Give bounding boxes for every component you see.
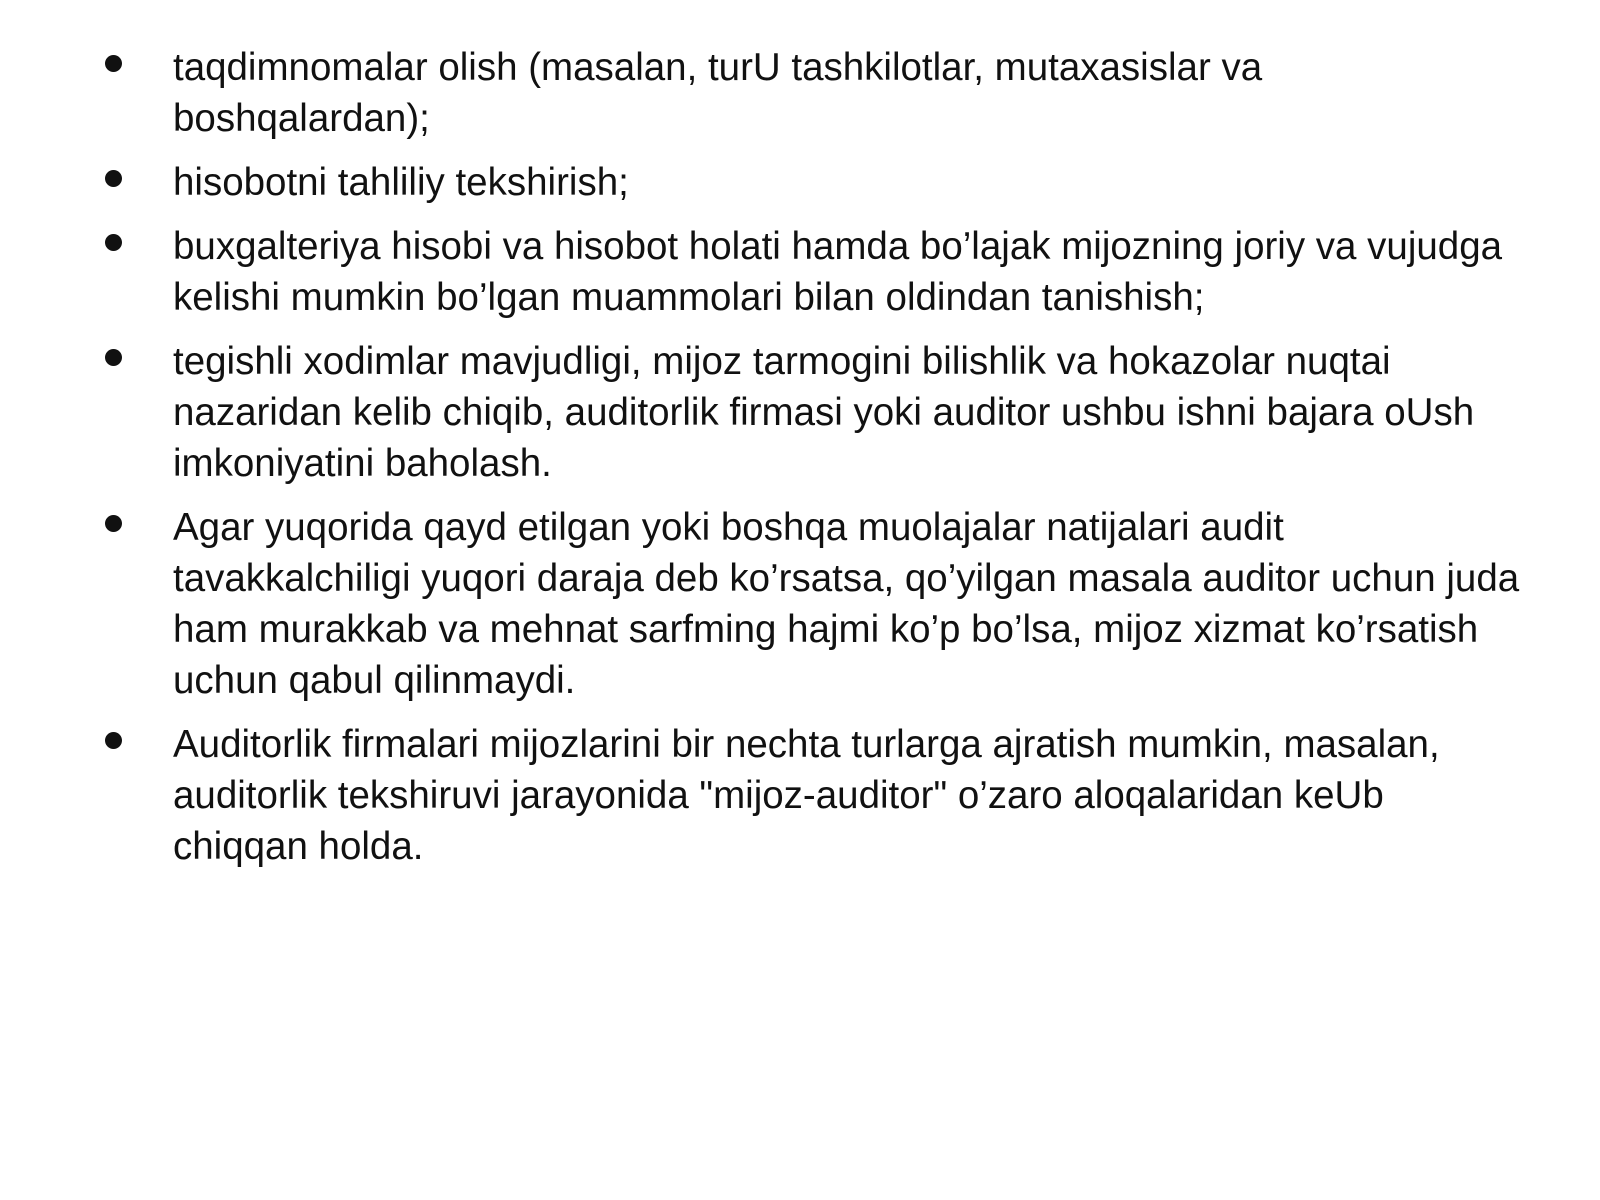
bullet-icon <box>105 170 122 187</box>
bullet-text: buxgalteriya hisobi va hisobot holati hamda bo’lajak mijozning joriy va vujudga kelishi mumkin bo’lgan muammolari bilan oldindan tanishish; <box>173 225 1503 319</box>
bullet-text: Auditorlik firmalari mijozlarini bir nechta turlarga ajratish mumkin, masalan, auditorlik tekshiruvi jarayonida "mijoz-auditor" o’zaro aloqalaridan keUb chiqqan holda. <box>173 723 1440 868</box>
list-item <box>105 336 1525 489</box>
bullet-text: tegishli xodimlar mavjudligi, mijoz tarmogini bilishlik va hokazolar nuqtai nazaridan kelib chiqib, auditorlik firmasi yoki auditor ushbu ishni bajara oUsh imkoniyatini baholash. <box>173 340 1475 485</box>
bullet-icon <box>105 515 122 532</box>
list-item <box>105 221 1525 323</box>
list-item <box>105 157 1525 208</box>
bullet-text: taqdimnomalar olish (masalan, turU tashkilotlar, mutaxasislar va boshqalardan); <box>173 46 1263 140</box>
list-item <box>105 502 1525 706</box>
bullet-icon <box>105 732 122 749</box>
list-item <box>105 719 1525 872</box>
list-item <box>105 42 1525 144</box>
bullet-list <box>105 42 1525 885</box>
bullet-text: hisobotni tahliliy tekshirish; <box>173 161 629 204</box>
bullet-text: Agar yuqorida qayd etilgan yoki boshqa muolajalar natijalari audit tavakkalchiligi yuqori daraja deb ko’rsatsa, qo’yilgan masala auditor uchun juda ham murakkab va mehnat sarfming hajmi ko’p bo’lsa, mijoz xizmat ko’rsatish uchun qabul qilinmaydi. <box>173 506 1520 702</box>
bullet-icon <box>105 55 122 72</box>
bullet-icon <box>105 349 122 366</box>
bullet-icon <box>105 234 122 251</box>
